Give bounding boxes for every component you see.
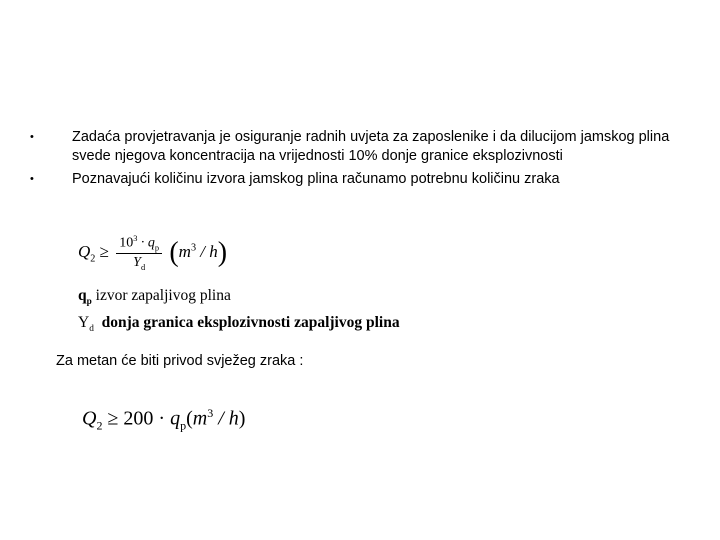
bullet-marker: •: [30, 131, 34, 143]
formula-air-quantity: [78, 234, 227, 272]
formula-lhs: Q: [78, 242, 91, 262]
num-base: 10: [119, 235, 134, 251]
formula2-operator: ≥ 200 ·: [107, 407, 171, 430]
formula-fraction: [116, 234, 162, 272]
bullet-text: Zadaća provjetravanja je osiguranje radnih uvjeta za zaposlenike i da dilucijom jamskog plina svede njegova koncentracija na vrijednosti 10% donje granice eksplozivnosti: [72, 129, 670, 164]
open-paren: (: [169, 237, 179, 269]
formula2-unit-h: / h: [213, 407, 239, 430]
bullet-marker: •: [30, 173, 34, 185]
legend-symbol: Y: [78, 314, 90, 331]
den-sub: d: [140, 263, 146, 273]
bullet-text: Poznavajući količinu izvora jamskog plina računamo potrebnu količinu zraka: [72, 171, 560, 187]
num-exp: 3: [133, 234, 138, 243]
formula2-q-sub: p: [180, 418, 187, 433]
close-paren: ): [217, 237, 228, 269]
unit-m: m: [178, 242, 191, 262]
formula2-unit-exp: 3: [207, 406, 214, 420]
num-sub: p: [154, 243, 160, 253]
formula2-unit-m: m: [192, 407, 208, 430]
formula-lhs-sub: 2: [90, 253, 96, 265]
legend-symbol-sub: d: [89, 324, 94, 335]
legend-qp: [78, 287, 231, 307]
bullet-list: [30, 128, 690, 193]
unit-exp: 3: [190, 242, 197, 254]
legend-text: donja granica eksplozivnosti zapaljivog plina: [101, 314, 400, 331]
den-symbol: Y: [133, 255, 141, 271]
bullet-item: [30, 170, 690, 189]
formula2-lhs-sub: 2: [96, 418, 103, 433]
formula2-close-paren: ): [238, 407, 246, 430]
fraction-numerator: [116, 234, 162, 254]
formula2-open-paren: (: [186, 407, 193, 430]
legend-symbol-sub: p: [86, 297, 92, 308]
formula2-q: q: [170, 407, 181, 430]
formula-methane: [82, 406, 245, 434]
bullet-item: [30, 128, 690, 166]
legend-symbol: q: [78, 287, 87, 304]
note-methane: Za metan će biti privod svježeg zraka :: [56, 353, 304, 369]
unit-h: / h: [196, 242, 218, 262]
formula2-lhs: Q: [82, 407, 97, 430]
legend-yd: [78, 314, 400, 334]
fraction-denominator: [116, 254, 162, 272]
num-rest: · q: [137, 235, 155, 251]
legend-text: izvor zapaljivog plina: [95, 287, 231, 304]
formula-operator: ≥: [99, 242, 109, 262]
